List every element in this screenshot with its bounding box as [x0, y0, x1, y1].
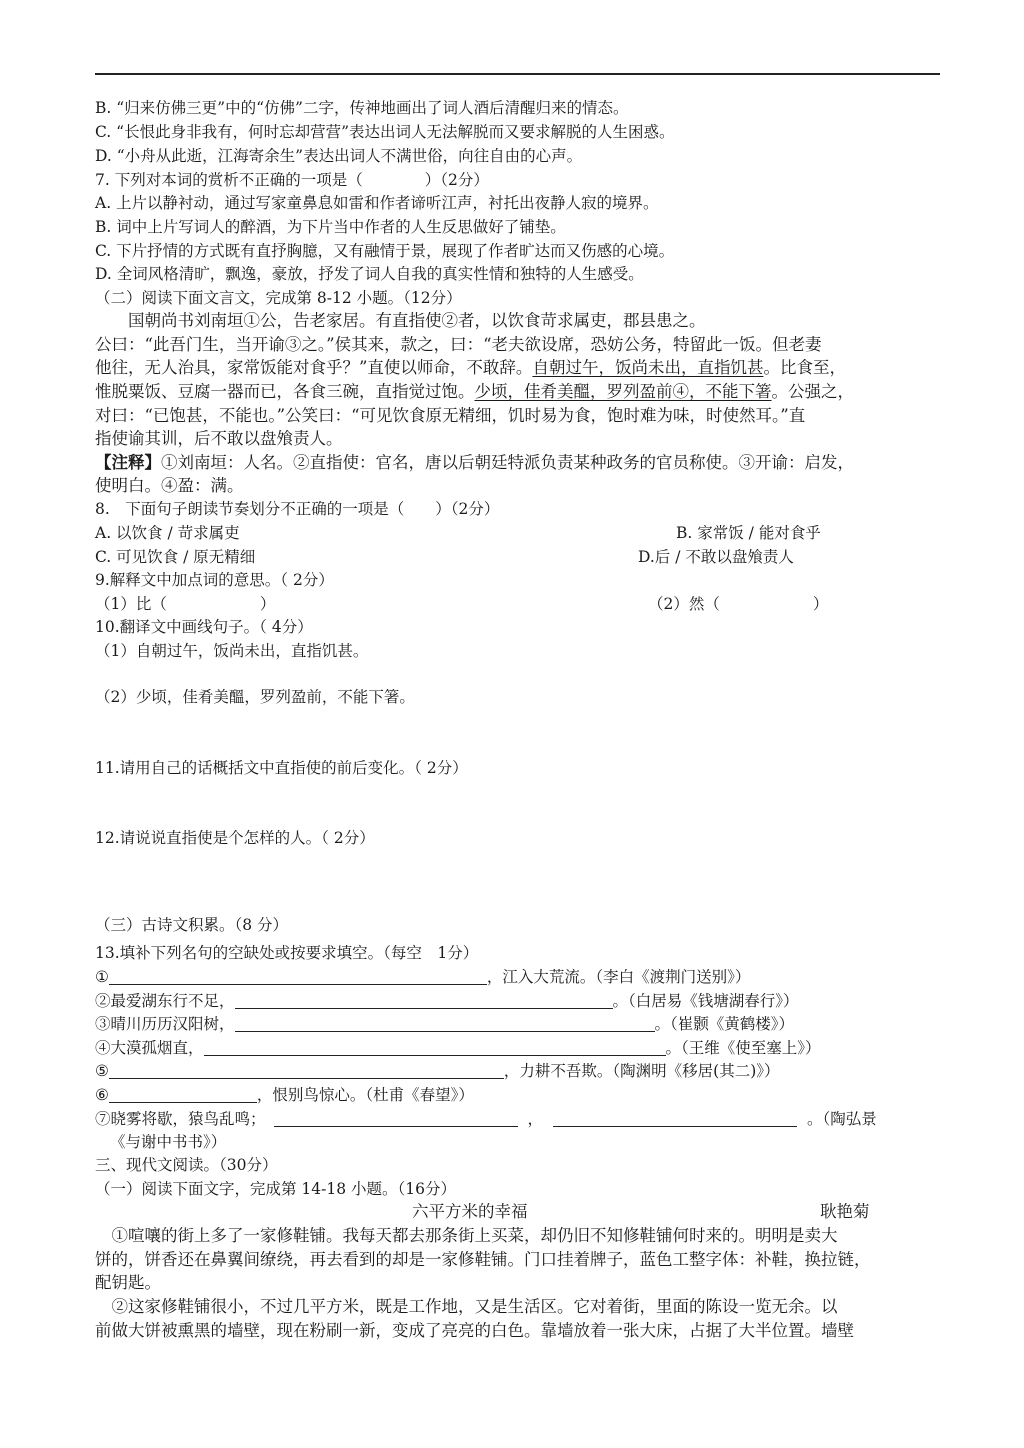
question-7: 7. 下列对本词的赏析不正确的一项是（ ）（2分） — [95, 171, 489, 189]
option-line: B. “归来仿佛三更”中的“仿佛”二字，传神地画出了词人酒后清醒归来的情态。 — [95, 99, 629, 117]
note-line: 使明白。④盈：满。 — [95, 476, 244, 495]
fill-line-4: ④大漠孤烟直， 。（王维《使至塞上》） — [95, 1039, 821, 1057]
blank-field[interactable] — [109, 1062, 504, 1079]
passage-line: 他往，无人治具，家常饭能对食乎？”直使以师命，不敢辞。自朝过午，饭尚未出，直指饥甚。比食至， — [95, 358, 846, 377]
question-12: 12.请说说直指使是个怎样的人。（ 2分） — [95, 829, 375, 847]
note-line: 【注释】①刘南垣：人名。②直指使：官名，唐以后朝廷特派负责某种政务的官员称使。③开谕：启发， — [95, 453, 854, 472]
option-line: A. 上片以静衬动，通过写家童鼻息如雷和作者谛听江声，衬托出夜静人寂的境界。 — [95, 194, 659, 212]
option-line: D. 全词风格清旷，飘逸，豪放，抒发了词人自我的真实性情和独特的人生感受。 — [95, 265, 644, 283]
section-heading: （一）阅读下面文字，完成第 14-18 小题。（16分） — [95, 1180, 457, 1198]
article-title: 六平方米的幸福 — [412, 1202, 528, 1221]
option-line: C. 下片抒情的方式既有直抒胸臆，又有融情于景，展现了作者旷达而又伤感的心境。 — [95, 242, 675, 260]
underlined-sentence: 少顷，佳肴美醞，罗列盈前④，不能下箸 — [474, 382, 772, 401]
fill-line-7: ⑦晓雾将歇，猿鸟乱鸣； ， 。（陶弘景 — [95, 1110, 877, 1128]
blank-field[interactable] — [109, 1086, 257, 1103]
fill-line-5: ⑤ ，力耕不吾欺。（陶渊明《移居(其二)》） — [95, 1062, 780, 1080]
question-13: 13.填补下列名句的空缺处或按要求填空。（每空 1分） — [95, 944, 479, 962]
fill-line-2: ②最爱湖东行不足， 。（白居易《钱塘湖春行》） — [95, 992, 799, 1010]
blank-field[interactable] — [109, 968, 487, 985]
blank-field[interactable] — [235, 1015, 655, 1032]
passage-line: 指使谕其训，后不敢以盘飧责人。 — [95, 429, 343, 448]
reading-line: ②这家修鞋铺很小，不过几平方米，既是工作地，又是生活区。它对着街，里面的陈设一览无余。以 — [95, 1297, 838, 1316]
reading-line: 前做大饼被熏黑的墙壁，现在粉刷一新，变成了亮亮的白色。靠墙放着一张大床，占据了大半位置。墙壁 — [95, 1321, 854, 1340]
question-10: 10.翻译文中画线句子。（ 4分） — [95, 618, 313, 636]
option-b: B. 家常饭 / 能对食乎 — [676, 524, 821, 542]
option-a: A. 以饮食 / 苛求属吏 — [95, 524, 240, 542]
question-11: 11.请用自己的话概括文中直指使的前后变化。（ 2分） — [95, 759, 468, 777]
passage-line: 惟脱粟饭、豆腐一器而已，各食三碗，直指觉过饱。少顷，佳肴美醞，罗列盈前④，不能下箸。公强之， — [95, 382, 854, 401]
article-author: 耿艳菊 — [820, 1202, 870, 1221]
passage-line: 对曰：“已饱甚，不能也。”公笑曰：“可见饮食原无精细，饥时易为食，饱时难为味，时使然耳。”直 — [95, 406, 806, 425]
option-line: B. 词中上片写词人的醉酒，为下片当中作者的人生反思做好了铺垫。 — [95, 218, 566, 236]
header-rule — [95, 73, 940, 75]
fill-line-7-cont: 《与谢中书书》） — [110, 1133, 227, 1151]
question-9-1: （1）比（ ） — [95, 595, 276, 613]
option-c: C. 可见饮食 / 原无精细 — [95, 548, 256, 566]
part-heading: 三、现代文阅读。（30分） — [95, 1156, 278, 1174]
question-10-1: （1）自朝过午，饭尚未出，直指饥甚。 — [95, 642, 369, 660]
section-heading: （三）古诗文积累。（8 分） — [95, 916, 289, 934]
blank-field[interactable] — [204, 1039, 666, 1056]
fill-line-6: ⑥ ，恨别鸟惊心。（杜甫《春望》） — [95, 1086, 474, 1104]
reading-line: ①喧嚷的街上多了一家修鞋铺。我每天都去那条街上买菜，却仍旧不知修鞋铺何时来的。明明是卖大 — [95, 1226, 838, 1245]
option-line: C. “长恨此身非我有，何时忘却营营”表达出词人无法解脱而又要求解脱的人生困惑。 — [95, 123, 675, 141]
question-10-2: （2）少顷，佳肴美醞，罗列盈前，不能下箸。 — [95, 688, 415, 706]
blank-field[interactable] — [235, 992, 613, 1009]
fill-line-3: ③晴川历历汉阳树， 。（崔颢《黄鹤楼》） — [95, 1015, 795, 1033]
reading-line: 配钥匙。 — [95, 1273, 161, 1292]
option-line: D. “小舟从此逝，江海寄余生”表达出词人不满世俗，向往自由的心声。 — [95, 147, 583, 165]
question-9-2: （2）然（ ） — [648, 595, 829, 613]
option-d: D.后 / 不敢以盘飧责人 — [638, 548, 794, 566]
reading-line: 饼的，饼香还在鼻翼间缭绕，再去看到的却是一家修鞋铺。门口挂着牌子，蓝色工整字体：补鞋，换拉链， — [95, 1250, 871, 1269]
section-heading: （二）阅读下面文言文，完成第 8-12 小题。（12分） — [95, 289, 462, 307]
passage-line: 国朝尚书刘南垣①公，告老家居。有直指使②者，以饮食苛求属吏，郡县患之。 — [95, 311, 706, 330]
question-8: 8. 下面句子朗读节奏划分不正确的一项是（ ）（2分） — [95, 500, 500, 518]
fill-line-1: ① ，江入大荒流。（李白《渡荆门送别》） — [95, 968, 751, 986]
underlined-sentence: 自朝过午，饭尚未出，直指饥甚 — [532, 358, 764, 377]
blank-field[interactable] — [274, 1110, 518, 1127]
passage-line: 公曰：“此吾门生，当开谕③之。”侯其来，款之，曰：“老夫欲设席，恐妨公务，特留此一饭。但老妻 — [95, 335, 822, 354]
question-9: 9.解释文中加点词的意思。（ 2分） — [95, 571, 334, 589]
blank-field[interactable] — [553, 1110, 797, 1127]
